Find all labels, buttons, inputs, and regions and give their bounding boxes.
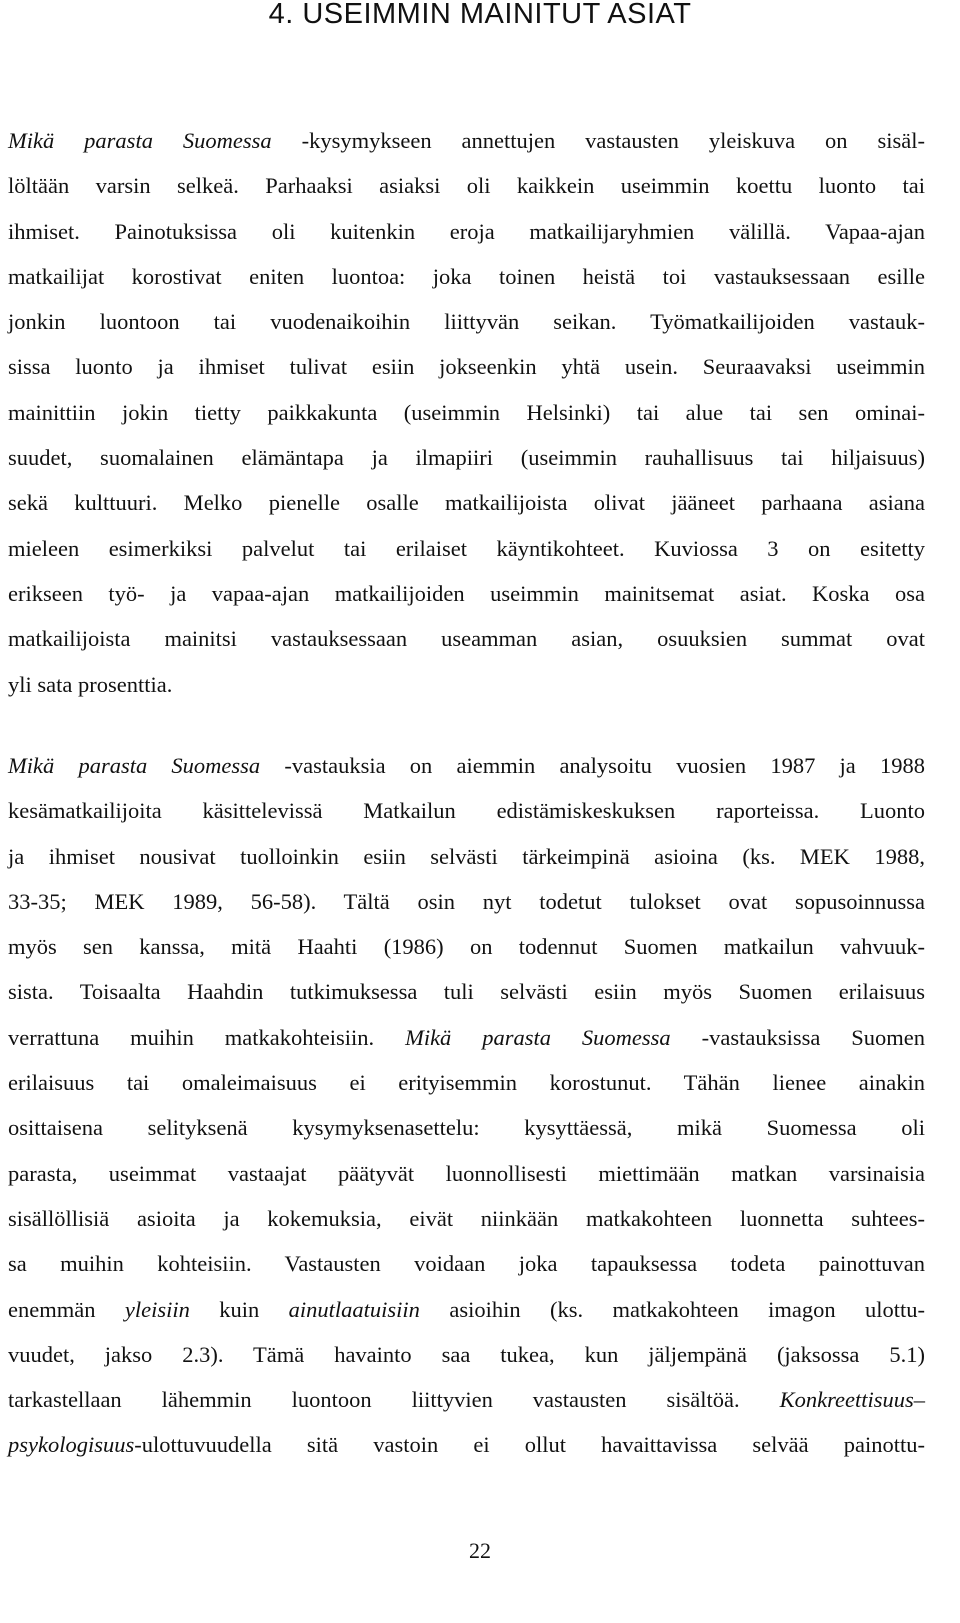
- text-run: mieleen esimerkiksi palvelut tai erilaiset käyntikohteet. Kuviossa 3 on esitetty: [8, 535, 925, 561]
- text-line: [8, 526, 925, 571]
- text-run: ihmiset. Painotuksissa oli kuitenkin eroja matkailijaryhmien välillä. Vapaa-ajan: [8, 218, 925, 244]
- text-run: verrattuna muihin matkakohteisiin.: [8, 1024, 406, 1050]
- text-line: [8, 788, 925, 833]
- page-number: 22: [469, 1538, 491, 1563]
- text-run: mainittiin jokin tietty paikkakunta (useimmin Helsinki) tai alue tai sen ominai-: [8, 399, 925, 425]
- text-line: [8, 390, 925, 435]
- text-line: [8, 1196, 925, 1241]
- text-line: [8, 969, 925, 1014]
- text-run: yli sata prosenttia.: [8, 671, 173, 697]
- text-run: erilaisuus tai omaleimaisuus ei erityisemmin korostunut. Tähän lienee ainakin: [8, 1070, 925, 1096]
- text-run: erikseen työ- ja vapaa-ajan matkailijoiden useimmin mainitsemat asiat. Koska osa: [8, 580, 925, 606]
- text-run: suudet, suomalainen elämäntapa ja ilmapiiri (useimmin rauhallisuus tai hiljaisuus): [8, 445, 925, 471]
- text-line: [8, 1241, 925, 1286]
- text-run: sa muihin kohteisiin. Vastausten voidaan joka tapauksessa todeta painottuvan: [8, 1251, 925, 1277]
- text-run: -ulottuvuudella sitä vastoin ei ollut havaittavissa selvää painottu-: [134, 1432, 925, 1458]
- text-run: sissa luonto ja ihmiset tulivat esiin jokseenkin yhtä usein. Seuraavaksi useimmin: [8, 354, 925, 380]
- text-line: [8, 1060, 925, 1105]
- text-run: -vastauksissa Suomen: [670, 1024, 925, 1050]
- text-run: asioihin (ks. matkakohteen imagon ulottu-: [419, 1296, 925, 1322]
- text-run: sista. Toisaalta Haahdin tutkimuksessa tuli selvästi esiin myös Suomen erilaisuus: [8, 979, 925, 1005]
- text-line: [8, 571, 925, 616]
- text-line: [8, 299, 925, 344]
- italic-text: yleisiin: [124, 1296, 190, 1322]
- text-line: [8, 1377, 925, 1422]
- text-run: enemmän: [8, 1296, 125, 1322]
- text-run: kesämatkailijoita käsittelevissä Matkailun edistämiskeskuksen raporteissa. Luonto: [8, 798, 925, 824]
- text-run: matkailijat korostivat eniten luontoa: joka toinen heistä toi vastauksessaan esille: [8, 263, 925, 289]
- text-line: [8, 1105, 925, 1150]
- text-run: vuudet, jakso 2.3). Tämä havainto saa tukea, kun jäljempänä (jaksossa 5.1): [8, 1341, 925, 1367]
- paragraph-2: [8, 743, 925, 1468]
- text-line: [8, 743, 925, 788]
- text-line: [8, 1151, 925, 1196]
- text-line: [8, 834, 925, 879]
- paragraph-1: [8, 118, 925, 707]
- text-line: [8, 1287, 925, 1332]
- text-run: osittaisena selityksenä kysymyksenasettelu: kysyttäessä, mikä Suomessa oli: [8, 1115, 925, 1141]
- text-run: sisällöllisiä asioita ja kokemuksia, eivät niinkään matkakohteen luonnetta suhtees-: [8, 1205, 925, 1231]
- text-run: -vastauksia on aiemmin analysoitu vuosien 1987 ja 1988: [260, 753, 925, 778]
- text-run: -kysymykseen annettujen vastausten yleiskuva on sisäl-: [271, 128, 925, 153]
- text-run: ja ihmiset nousivat tuolloinkin esiin selvästi tärkeimpinä asioina (ks. MEK 1988,: [8, 843, 925, 869]
- text-line: [8, 924, 925, 969]
- text-line: [8, 344, 925, 389]
- text-run: parasta, useimmat vastaajat päätyvät luonnollisesti miettimään matkan varsinaisia: [8, 1160, 925, 1186]
- text-line: [8, 662, 925, 707]
- text-line: [8, 480, 925, 525]
- italic-text: psykologisuus: [8, 1432, 135, 1458]
- text-run: matkailijoista mainitsi vastauksessaan useamman asian, osuuksien summat ovat: [8, 626, 925, 652]
- italic-text: Mikä parasta Suomessa: [8, 753, 261, 778]
- text-run: 33-35; MEK 1989, 56-58). Tältä osin nyt todetut tulokset ovat sopusoinnussa: [8, 888, 925, 914]
- text-line: [8, 163, 925, 208]
- text-run: myös sen kanssa, mitä Haahti (1986) on todennut Suomen matkailun vahvuuk-: [8, 934, 925, 960]
- italic-text: ainutlaatuisiin: [288, 1296, 420, 1322]
- text-run: löltään varsin selkeä. Parhaaksi asiaksi oli kaikkein useimmin koettu luonto tai: [8, 173, 925, 199]
- text-line: [8, 435, 925, 480]
- text-line: [8, 209, 925, 254]
- text-run: jonkin luontoon tai vuodenaikoihin liittyvän seikan. Työmatkailijoiden vastauk-: [8, 309, 925, 335]
- text-run: sekä kulttuuri. Melko pienelle osalle matkailijoista olivat jääneet parhaana asiana: [8, 490, 925, 516]
- text-line: [8, 254, 925, 299]
- italic-text: Mikä parasta Suomessa: [8, 128, 272, 153]
- italic-text: Konkreettisuus–: [779, 1387, 925, 1413]
- text-run: tarkastellaan lähemmin luontoon liittyvien vastausten sisältöä.: [8, 1387, 780, 1413]
- text-run: kuin: [189, 1296, 289, 1322]
- text-line: [8, 1332, 925, 1377]
- text-line: [8, 879, 925, 924]
- text-line: [8, 1422, 925, 1467]
- section-heading: 4. USEIMMIN MAINITUT ASIAT: [268, 0, 692, 30]
- italic-text: Mikä parasta Suomessa: [405, 1024, 671, 1050]
- text-line: [8, 1015, 925, 1060]
- text-line: [8, 118, 925, 163]
- text-line: [8, 616, 925, 661]
